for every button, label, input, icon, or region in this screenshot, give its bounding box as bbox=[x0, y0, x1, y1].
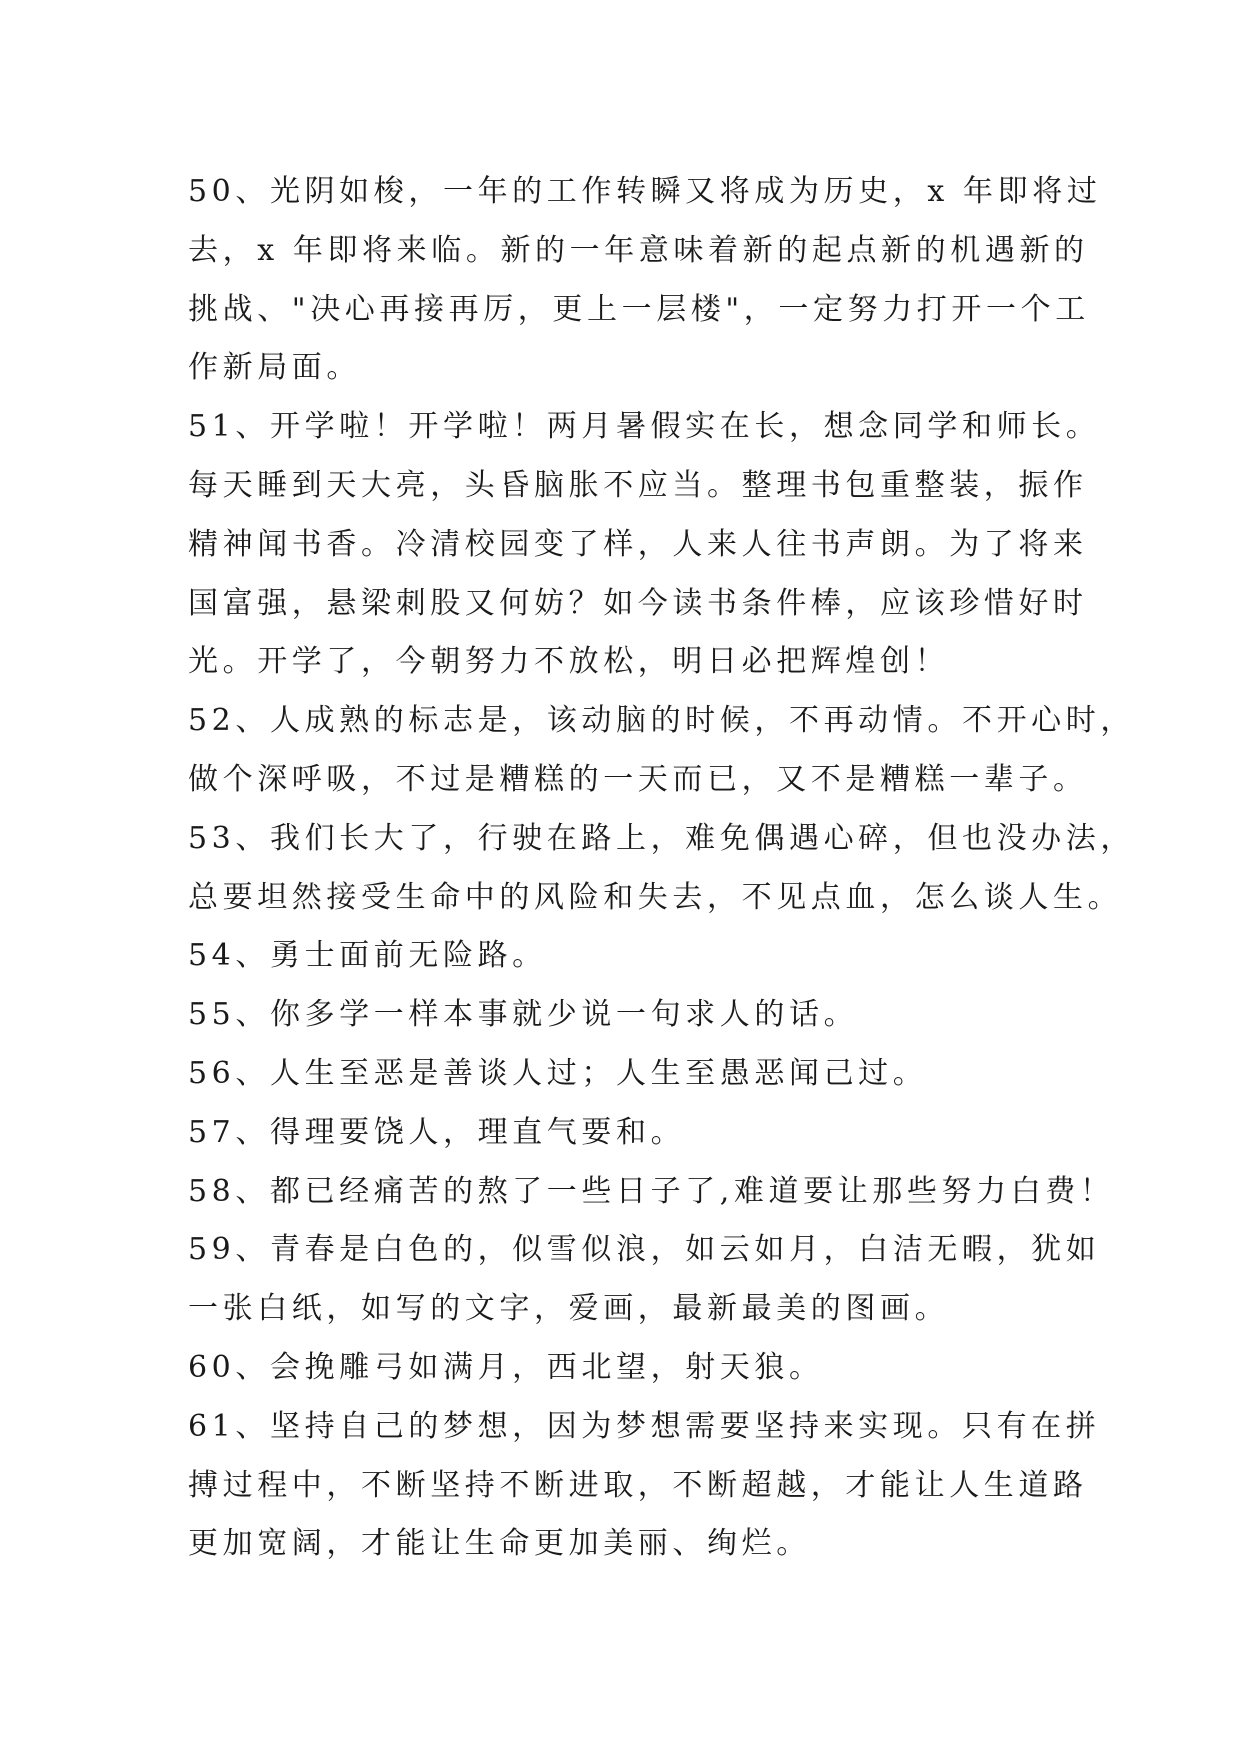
text-line: 精神闻书香。冷清校园变了样，人来人往书声朗。为了将来 bbox=[188, 526, 1088, 562]
text-line: 50、光阴如梭，一年的工作转瞬又将成为历史，x 年即将过 bbox=[188, 174, 1102, 209]
text-line: 光。开学了，今朝努力不放松，明日必把辉煌创！ bbox=[188, 644, 950, 680]
text-line: 54、勇士面前无险路。 bbox=[188, 938, 547, 974]
text-line: 58、都已经痛苦的熬了一些日子了,难道要让那些努力白费！ bbox=[188, 1173, 1115, 1209]
text-line: 做个深呼吸，不过是糟糕的一天而已，又不是糟糕一辈子。 bbox=[188, 761, 1088, 797]
text-line: 60、会挽雕弓如满月，西北望，射天狼。 bbox=[188, 1349, 824, 1385]
text-line: 更加宽阔，才能让生命更加美丽、绚烂。 bbox=[188, 1526, 811, 1562]
text-line: 一张白纸，如写的文字，爱画，最新最美的图画。 bbox=[188, 1291, 950, 1327]
text-line: 55、你多学一样本事就少说一句求人的话。 bbox=[188, 997, 859, 1033]
text-line: 挑战、"决心再接再厉，更上一层楼"，一定努力打开一个工 bbox=[188, 291, 1090, 327]
text-line: 56、人生至恶是善谈人过；人生至愚恶闻己过。 bbox=[188, 1055, 928, 1091]
text-line: 59、青春是白色的，似雪似浪，如云如月，白洁无暇，犹如 bbox=[188, 1232, 1101, 1268]
text-line: 作新局面。 bbox=[188, 350, 361, 386]
text-line: 52、人成熟的标志是，该动脑的时候，不再动情。不开心时， bbox=[188, 703, 1135, 739]
text-line: 每天睡到天大亮，头昏脑胀不应当。整理书包重整装，振作 bbox=[188, 467, 1088, 503]
text-line: 53、我们长大了，行驶在路上，难免偶遇心碎，但也没办法， bbox=[188, 820, 1135, 856]
text-line: 去，x 年即将来临。新的一年意味着新的起点新的机遇新的 bbox=[188, 232, 1089, 268]
text-line: 61、坚持自己的梦想，因为梦想需要坚持来实现。只有在拼 bbox=[188, 1408, 1101, 1444]
document-body bbox=[188, 163, 1135, 1574]
text-line: 搏过程中，不断坚持不断进取，不断超越，才能让人生道路 bbox=[188, 1467, 1088, 1503]
text-line: 57、得理要饶人，理直气要和。 bbox=[188, 1114, 686, 1150]
text-line: 总要坦然接受生命中的风险和失去，不见点血，怎么谈人生。 bbox=[188, 879, 1123, 915]
text-line: 国富强，悬梁刺股又何妨？如今读书条件棒，应该珍惜好时 bbox=[188, 585, 1088, 621]
text-line: 51、开学啦！开学啦！两月暑假实在长，想念同学和师长。 bbox=[188, 409, 1101, 445]
